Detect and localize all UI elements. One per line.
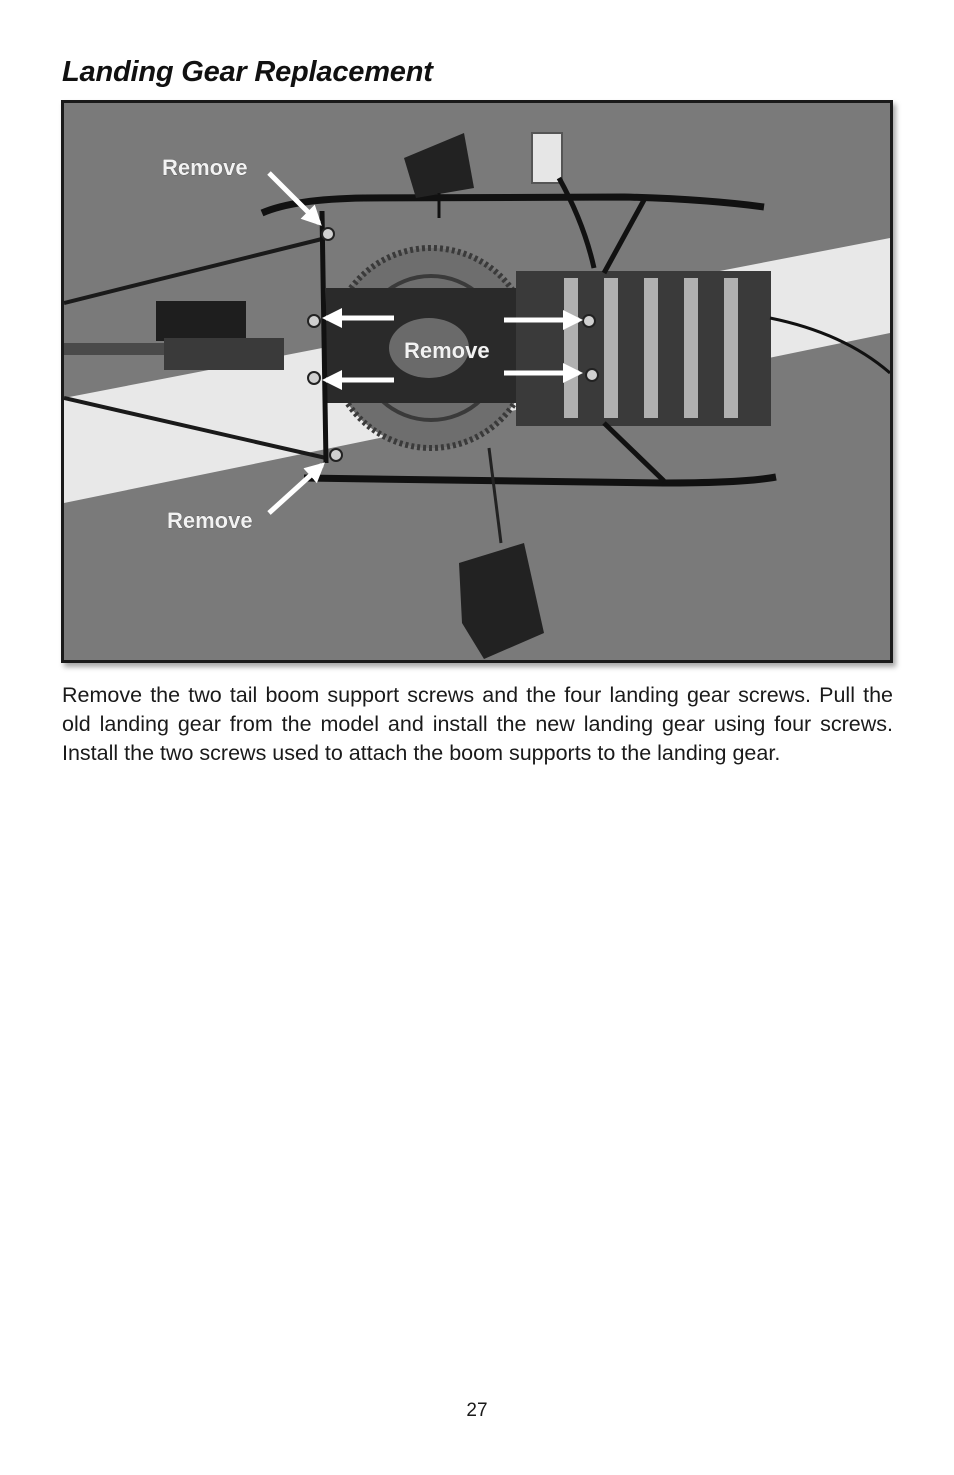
battery-connector <box>532 133 562 183</box>
rear-screw-bottom <box>586 369 598 381</box>
tail-boom <box>64 343 174 355</box>
callout-remove-top: Remove <box>162 155 248 180</box>
callout-remove-bottom: Remove <box>167 508 253 533</box>
boom-support-screw-top <box>322 228 334 240</box>
front-screw-bottom <box>308 372 320 384</box>
servo-mount <box>164 338 284 370</box>
boom-support-screw-bottom <box>330 449 342 461</box>
landing-gear-photo <box>61 100 893 663</box>
rear-screw-top <box>583 315 595 327</box>
instructions-paragraph: Remove the two tail boom support screws and the four landing gear screws. Pull the old landing gear from the model and install the new landing gear using four screws. Install the two screws used to attach the boom supports to the landing gear. <box>62 683 893 765</box>
servo-box <box>156 301 246 341</box>
helicopter-frame-illustration <box>64 103 890 660</box>
page-number: 27 <box>466 1400 488 1421</box>
front-screw-top <box>308 315 320 327</box>
callout-remove-center: Remove <box>404 338 490 363</box>
page-title: Landing Gear Replacement <box>62 56 433 88</box>
